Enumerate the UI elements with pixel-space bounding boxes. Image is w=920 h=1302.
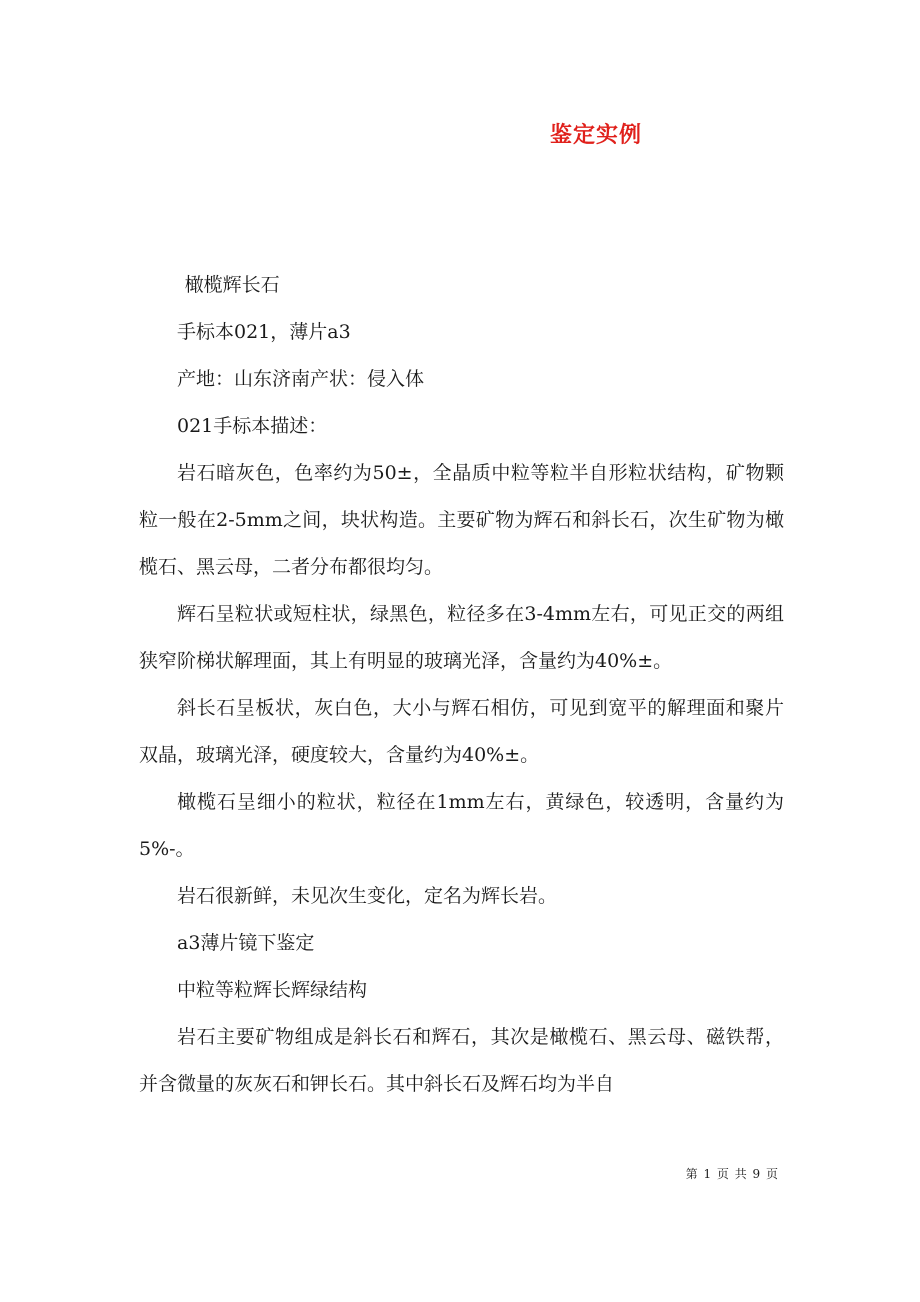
paragraph-naming: 岩石很新鲜，未见次生变化，定名为辉长岩。 — [177, 885, 558, 907]
paragraph-rock-name: 橄榄辉长石 — [184, 274, 280, 296]
document-body — [139, 262, 784, 1108]
paragraph-plagioclase: 斜长石呈板状，灰白色，大小与辉石相仿，可见到宽平的解理面和聚片双晶，玻璃光泽，硬度较大，含量约为40%±。 — [139, 697, 784, 766]
paragraph-hand-specimen-description: 岩石暗灰色，色率约为50±，全晶质中粒等粒半自形粒状结构，矿物颗粒一般在2-5mm之间，块状构造。主要矿物为辉石和斜长石，次生矿物为橄榄石、黑云母，二者分布都很均匀。 — [139, 462, 784, 578]
paragraph-mineral-composition: 岩石主要矿物组成是斜长石和辉石，其次是橄榄石、黑云母、磁铁帮，并含微量的灰灰石和钾长石。其中斜长石及辉石均为半自 — [139, 1026, 784, 1095]
paragraph-texture: 中粒等粒辉长辉绿结构 — [177, 979, 368, 1001]
paragraph-hand-specimen-heading: 021手标本描述： — [177, 415, 328, 437]
paragraph-locality: 产地：山东济南产状：侵入体 — [177, 368, 425, 390]
paragraph-olivine: 橄榄石呈细小的粒状，粒径在1mm左右，黄绿色，较透明，含量约为5%-。 — [139, 791, 784, 860]
paragraph-pyroxene: 辉石呈粒状或短柱状，绿黑色，粒径多在3-4mm左右，可见正交的两组狭窄阶梯状解理面，其上有明显的玻璃光泽，含量约为40%±。 — [139, 603, 784, 672]
page-number-footer: 第 1 页 共 9 页 — [685, 1167, 779, 1181]
document-title: 鉴定实例 — [549, 123, 642, 148]
paragraph-sample-id: 手标本021，薄片a3 — [177, 321, 351, 343]
paragraph-thin-section-heading: a3薄片镜下鉴定 — [177, 932, 315, 954]
